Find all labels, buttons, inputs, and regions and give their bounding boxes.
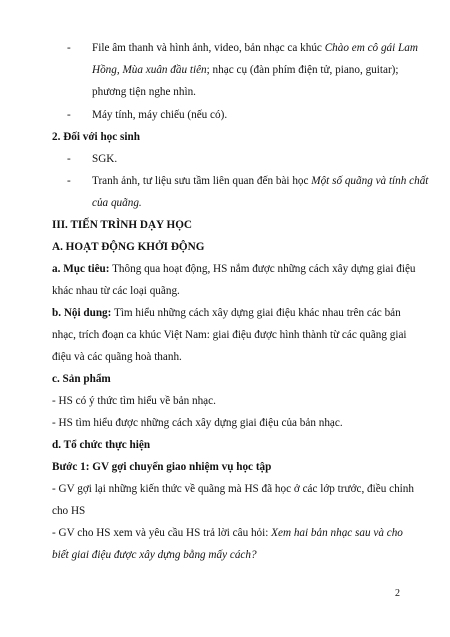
step1-question	[52, 523, 403, 544]
organization-heading: d. Tổ chức thực hiện	[52, 439, 151, 451]
text: Thông qua hoạt động, HS nắm được những cách xây dựng giai điệu	[109, 263, 416, 275]
heading-section-3: III. TIẾN TRÌNH DẠY HỌC	[52, 219, 192, 231]
step1-paragraph: - GV gợi lại những kiến thức về quãng mà HS đã học ở các lớp trước, điều chỉnh	[52, 483, 414, 495]
list-bullet: -	[67, 109, 71, 121]
product-item: - HS có ý thức tìm hiểu về bản nhạc.	[52, 395, 216, 407]
content-label: b. Nội dung:	[52, 307, 112, 319]
lesson-title-continuation: của quãng.	[92, 197, 142, 209]
text: - GV cho HS xem và yêu cầu HS trả lời câu hỏi:	[52, 527, 272, 539]
step1-paragraph-continuation: cho HS	[52, 505, 86, 517]
question-text-continuation: biết giai điệu được xây dựng bằng mấy cách?	[52, 549, 257, 561]
content-paragraph-continuation: điệu và các quãng hoà thanh.	[52, 351, 182, 363]
question-text: Xem hai bản nhạc sau và cho	[271, 527, 403, 539]
list-item-continuation	[92, 60, 399, 81]
text: File âm thanh và hình ảnh, video, bản nhạc ca khúc	[92, 42, 325, 54]
text: Tìm hiểu những cách xây dựng giai điệu khác nhau trên các bản	[111, 307, 401, 319]
product-item: - HS tìm hiểu được những cách xây dựng giai điệu của bản nhạc.	[52, 417, 343, 429]
product-heading: c. Sản phẩm	[52, 373, 111, 385]
text: ; nhạc cụ (đàn phím điện tử, piano, guitar);	[206, 64, 399, 76]
content-paragraph-continuation: nhạc, trích đoạn ca khúc Việt Nam: giai điệu được hình thành từ các quãng giai	[52, 329, 407, 341]
song-title: Hồng, Mùa xuân đầu tiên	[92, 64, 207, 76]
step1-heading: Bước 1: GV gợi chuyển giao nhiệm vụ học tập	[52, 461, 272, 473]
lesson-title: Một số quãng và tính chất	[311, 175, 429, 187]
goal-paragraph	[52, 259, 416, 280]
goal-paragraph-continuation: khác nhau từ các loại quãng.	[52, 285, 180, 297]
list-item-computer: Máy tính, máy chiếu (nếu có).	[92, 109, 228, 121]
text: Tranh ảnh, tư liệu sưu tầm liên quan đến bài học	[92, 175, 312, 187]
song-title: Chào em cô gái Lam	[324, 42, 418, 54]
list-bullet: -	[67, 175, 71, 187]
page-number: 2	[395, 588, 400, 599]
content-paragraph	[52, 303, 401, 324]
goal-label: a. Mục tiêu:	[52, 263, 110, 275]
list-item-audio-files	[92, 38, 418, 59]
list-item-pictures	[92, 171, 428, 192]
heading-activity-a: A. HOẠT ĐỘNG KHỞI ĐỘNG	[52, 241, 205, 253]
list-item-continuation: phương tiện nghe nhìn.	[92, 86, 196, 98]
list-item-textbook: SGK.	[92, 153, 118, 165]
list-bullet: -	[67, 153, 71, 165]
heading-students: 2. Đối với học sinh	[52, 131, 140, 143]
list-bullet: -	[67, 42, 71, 54]
